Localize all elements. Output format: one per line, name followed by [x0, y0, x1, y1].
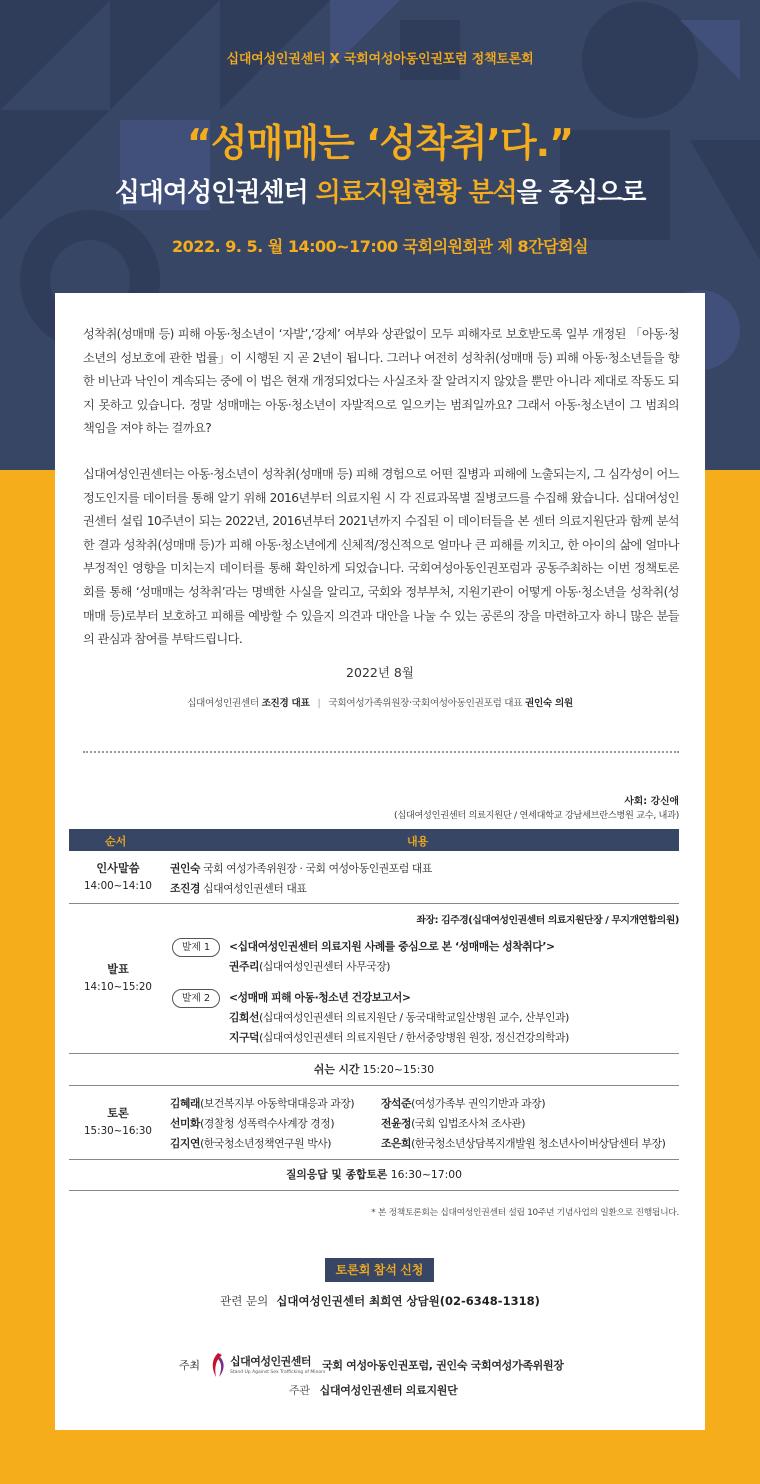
panelist-name: 전윤정 [381, 1117, 412, 1130]
signer1-name: 조진경 대표 [261, 698, 310, 709]
row-divider [69, 903, 679, 904]
panelist-left-1 [170, 1096, 354, 1111]
program-table-header [69, 829, 679, 851]
dotted-divider [83, 751, 679, 753]
host-value [322, 1357, 564, 1373]
panelist-name: 조은희 [381, 1137, 412, 1150]
panelist-aff: (보건복지부 아동학대대응과 과장) [200, 1097, 355, 1110]
host-label: 주최 [179, 1359, 200, 1372]
presentation-label [69, 961, 167, 993]
center-logo [208, 1351, 326, 1381]
chair: 좌장: 김주경(십대여성인권센터 의료지원단장 / 무지개연합의원) [416, 915, 679, 926]
greeting-time: 14:00~14:10 [84, 880, 152, 892]
greeting-name-2: 조진경 [170, 882, 201, 895]
panelist-left-3 [170, 1136, 331, 1151]
panelist-aff: (경찰청 성폭력수사계장 경정) [200, 1117, 335, 1130]
moderator-name: 사회: 강신애 [624, 796, 679, 807]
subheading-highlight-1: 의료지원현황 [315, 178, 461, 208]
break-row [69, 1062, 679, 1077]
presenter-2a-name: 김희선 [229, 1011, 260, 1024]
subheading-highlight-2: 분석 [468, 178, 517, 208]
row-divider [69, 1159, 679, 1160]
panelist-right-2 [381, 1116, 525, 1131]
presentation-2-title: <성매매 피해 아동·청소년 건강보고서> [229, 991, 411, 1004]
presentation-2-badge: 발제 2 [172, 989, 220, 1008]
panelist-aff: (한국청소년정책연구원 박사) [200, 1137, 332, 1150]
organizer-value: 십대여성인권센터 의료지원단 [319, 1384, 458, 1397]
break-time: 15:20~15:30 [359, 1063, 435, 1076]
contact-label: 관련 문의 [220, 1294, 269, 1308]
presenter-2b-aff: (십대여성인권센터 의료지원단 / 한서중앙병원 원장, 정신건강의학과) [259, 1031, 569, 1044]
signer2-name: 권인숙 의원 [525, 698, 573, 709]
qa-row [69, 1167, 679, 1182]
content-card [55, 293, 705, 1430]
organizer-line [289, 1382, 457, 1398]
intro-paragraph-1: 성착취(성매매 등) 피해 아동·청소년이 ‘자발’,‘강제’ 여부와 상관없이 모두 피해자로 보호받도록 일부 개정된 「아동·청소년의 성보호에 관한 법률」이 시행된 지 곧 2년이 됩니다. 그러나 여전히 성착취(성매매 등) 피해 아동·청소년들을 향한 비난과 낙인이 계속되는 중에 이 법은 현재 개정되었다는 사실조차 잘 알려지지 않았을 뿐만 아니라 제대로 작동도 되지 못하고 있습니다. 정말 성매매는 아동·청소년이 자발적으로 일으키는 범죄일까요? 그래서 아동·청소년이 그 범죄의 책임을 져야 하는 걸까요? [83, 327, 679, 436]
presentation-title: 발표 [107, 963, 129, 976]
logo-tagline: Stand Up Against Sex Trafficking of Minors [230, 1370, 326, 1375]
panelist-right-1 [381, 1096, 545, 1111]
subheading-pre: 십대여성인권센터 [114, 178, 316, 208]
signer2-org: 국회여성가족위원장·국회여성아동인권포럼 대표 [328, 698, 525, 709]
qa-label: 질의응답 및 종합토론 [285, 1168, 388, 1181]
contact-line [55, 1293, 705, 1309]
panelist-left-2 [170, 1116, 334, 1131]
organizer-label: 주관 [289, 1384, 310, 1397]
greeting-name-1: 권인숙 [170, 862, 201, 875]
event-subheading [0, 172, 760, 209]
program-note: * 본 정책토론회는 십대여성인권센터 설립 10주년 기념사업의 일환으로 진행됩니다. [371, 1208, 679, 1218]
presenter-2b-name: 지구덕 [229, 1031, 260, 1044]
logo-text: 십대여성인권센터 [230, 1355, 312, 1368]
presentation-2-presenter-1 [229, 1010, 569, 1025]
event-title: “성매매는 ‘성착취’다.” [186, 121, 574, 165]
presentation-1-title: <십대여성인권센터 의료지원 사례를 중심으로 본 ‘성매매는 성착취다’> [229, 940, 555, 953]
signers [55, 695, 705, 709]
presenter-2a-aff: (십대여성인권센터 의료지원단 / 동국대학교일산병원 교수, 산부인과) [259, 1011, 569, 1024]
row-divider [69, 1053, 679, 1054]
presentation-time: 14:10~15:20 [84, 981, 152, 993]
host-names: 국회 여성아동인권포럼, 권인숙 국회여성가족위원장 [322, 1359, 564, 1372]
presenter-1-name: 권주리 [229, 960, 260, 973]
intro-paragraph-2: 십대여성인권센터는 아동·청소년이 성착취(성매매 등) 피해 경험으로 어떤 질병과 피해에 노출되는지, 그 심각성이 어느 정도인지를 데이터를 통해 알기 위해 2016년부터 의료지원 시 각 진료과목별 질병코드를 수집해 왔습니다. 십대여성인권센터 설립 10주년이 되는 2022년, 2016년부터 2021년까지 수집된 이 데이터들을 본 센터 의료지원단과 함께 분석한 결과 성착취(성매매 등)가 피해 아동·청소년에게 신체적/정신적으로 얼마나 큰 피해를 끼치고, 한 아이의 삶에 얼마나 부정적인 영향을 미치는지 데이터를 통해 확인하게 되었습니다. 국회여성아동인권포럼과 공동주최하는 이번 정책토론회를 통해 ‘성매매는 성착취’라는 명백한 사실을 알리고, 국회와 정부부처, 지원기관이 어떻게 아동·청소년을 성착취(성매매 등)로부터 보호하고 피해를 예방할 수 있을지 의견과 대안을 나눌 수 있는 공론의 장을 마련하고자 하니 많은 분들의 관심과 참여를 부탁드립니다. [83, 467, 679, 647]
greeting-role-1: 국회 여성가족위원장 · 국회 여성아동인권포럼 대표 [200, 862, 432, 875]
panelist-aff: (여성가족부 권익기반과 과장) [411, 1097, 546, 1110]
panelist-aff: (한국청소년상담복지개발원 청소년사이버상담센터 부장) [411, 1137, 666, 1150]
presentation-1-presenter [229, 959, 390, 974]
row-divider [69, 1085, 679, 1086]
discussion-label [69, 1105, 167, 1137]
logo-icon [208, 1351, 228, 1379]
discussion-title: 토론 [107, 1107, 129, 1120]
contact-value: 십대여성인권센터 최희연 상담원(02-6348-1318) [276, 1294, 540, 1308]
letter-date: 2022년 8월 [346, 665, 414, 680]
panelist-name: 김혜래 [170, 1097, 201, 1110]
panelist-name: 김지연 [170, 1137, 201, 1150]
greeting-role-2: 십대여성인권센터 대표 [200, 882, 307, 895]
panelist-aff: (국회 입법조사처 조사관) [411, 1117, 526, 1130]
greeting-line-2 [170, 881, 306, 896]
signer1-org: 십대여성인권센터 [187, 698, 262, 709]
col-order: 순서 [105, 835, 127, 848]
greeting-title: 인사말씀 [96, 862, 140, 875]
break-label: 쉬는 시간 [313, 1063, 360, 1076]
col-content: 내용 [407, 835, 429, 848]
panelist-name: 장석준 [381, 1097, 412, 1110]
presentation-1-badge: 발제 1 [172, 938, 220, 957]
qa-time: 16:30~17:00 [387, 1168, 463, 1181]
panelist-right-3 [381, 1136, 666, 1151]
presentation-2-presenter-2 [229, 1030, 569, 1045]
discussion-time: 15:30~16:30 [84, 1125, 152, 1137]
apply-button[interactable]: 토론회 참석 신청 [325, 1258, 434, 1282]
greeting-line-1 [170, 861, 432, 876]
event-datetime: 2022. 9. 5. 월 14:00~17:00 국회의원회관 제 8간담회실 [172, 237, 588, 256]
event-subtitle: 십대여성인권센터 X 국회여성아동인권포럼 정책토론회 [226, 52, 534, 67]
row-divider [69, 1190, 679, 1191]
moderator-affiliation: (십대여성인권센터 의료지원단 / 연세대학교 강남세브란스병원 교수, 내과) [394, 810, 679, 821]
subheading-post: 을 중심으로 [516, 178, 646, 208]
presenter-1-aff: (십대여성인권센터 사무국장) [259, 960, 391, 973]
panelist-name: 선미화 [170, 1117, 201, 1130]
greeting-label [69, 860, 167, 892]
signer-separator: | [317, 698, 321, 709]
